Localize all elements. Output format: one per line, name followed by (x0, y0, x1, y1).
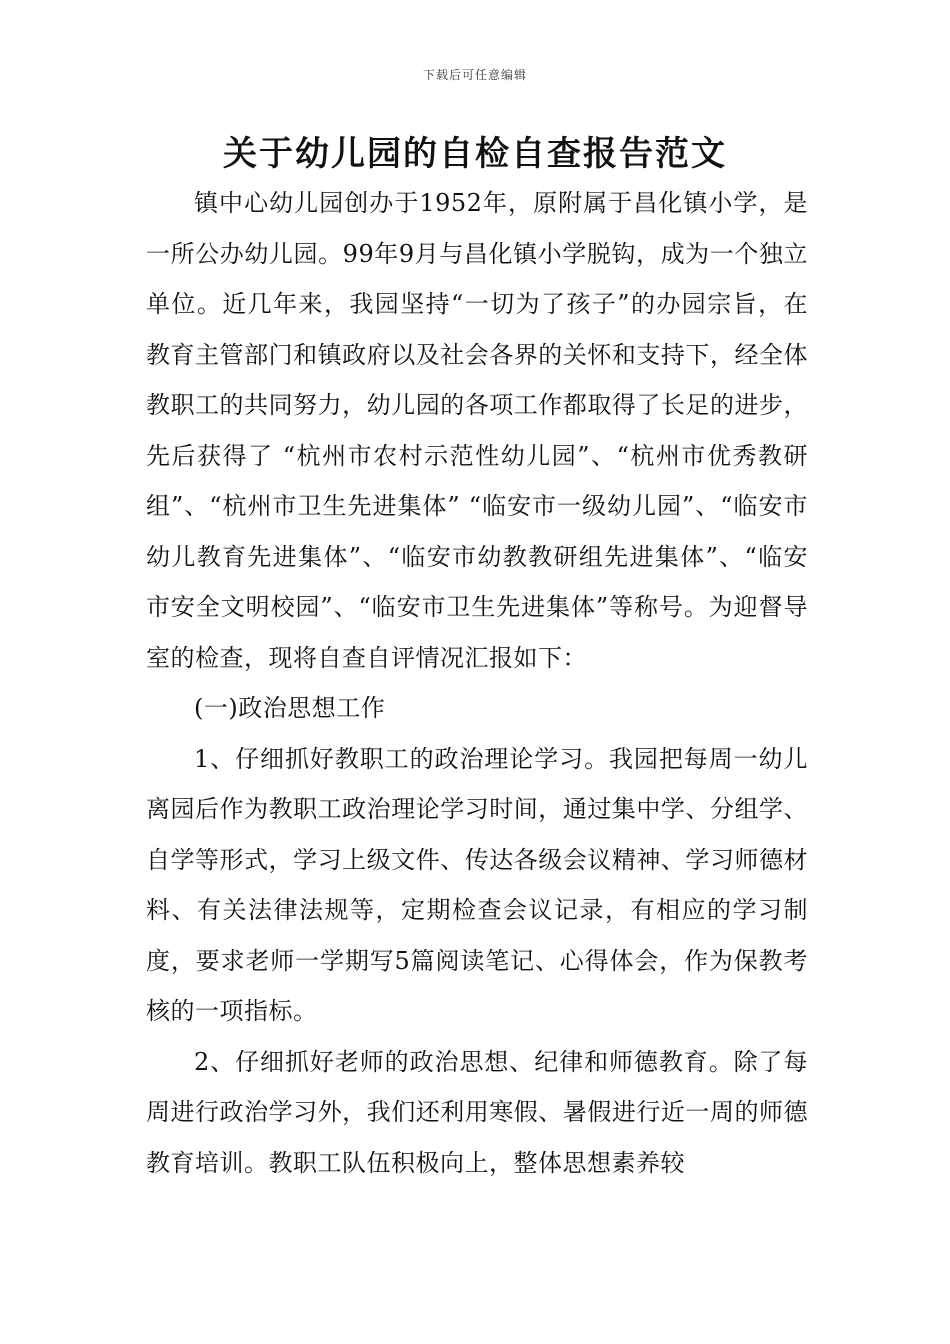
header-note: 下载后可任意编辑 (422, 68, 527, 82)
body-paragraph-item-2: 2、仔细抓好老师的政治思想、纪律和师德教育。除了每周进行政治学习外，我们还利用寒假、暑假进行近一周的师德教育培训。教职工队伍积极向上，整体思想素养较 (146, 1047, 808, 1177)
body-paragraph-item-1: 1、仔细抓好教职工的政治理论学习。我园把每周一幼儿离园后作为教职工政治理论学习时间，通过集中学、分组学、自学等形式，学习上级文件、传达各级会议精神、学习师德材料、有关法律法规等，定期检查会议记录，有相应的学习制度，要求老师一学期写5篇阅读笔记、心得体会，作为保教考核的一项指标。 (146, 744, 808, 1025)
document-title: 关于幼儿园的自检自查报告范文 (223, 134, 727, 174)
body-paragraph-intro: 镇中心幼儿园创办于1952年，原附属于昌化镇小学，是一所公办幼儿园。99年9月与昌化镇小学脱钩，成为一个独立单位。近几年来，我园坚持“一切为了孩子”的办园宗旨，在教育主管部门和镇政府以及社会各界的关怀和支持下，经全体教职工的共同努力，幼儿园的各项工作都取得了长足的进步，先后获得了 “杭州市农村示范性幼儿园”、“杭州市优秀教研组”、“杭州市卫生先进集体” “临安市一级幼儿园”、“临安市幼儿教育先进集体”、“临安市幼教教研组先进集体”、“临安市安全文明校园”、“临安市卫生先进集体”等称号。为迎督导室的检查，现将自查自评情况汇报如下： (146, 189, 808, 672)
document-body (146, 178, 808, 1188)
section-heading-political: (一)政治思想工作 (194, 694, 386, 722)
